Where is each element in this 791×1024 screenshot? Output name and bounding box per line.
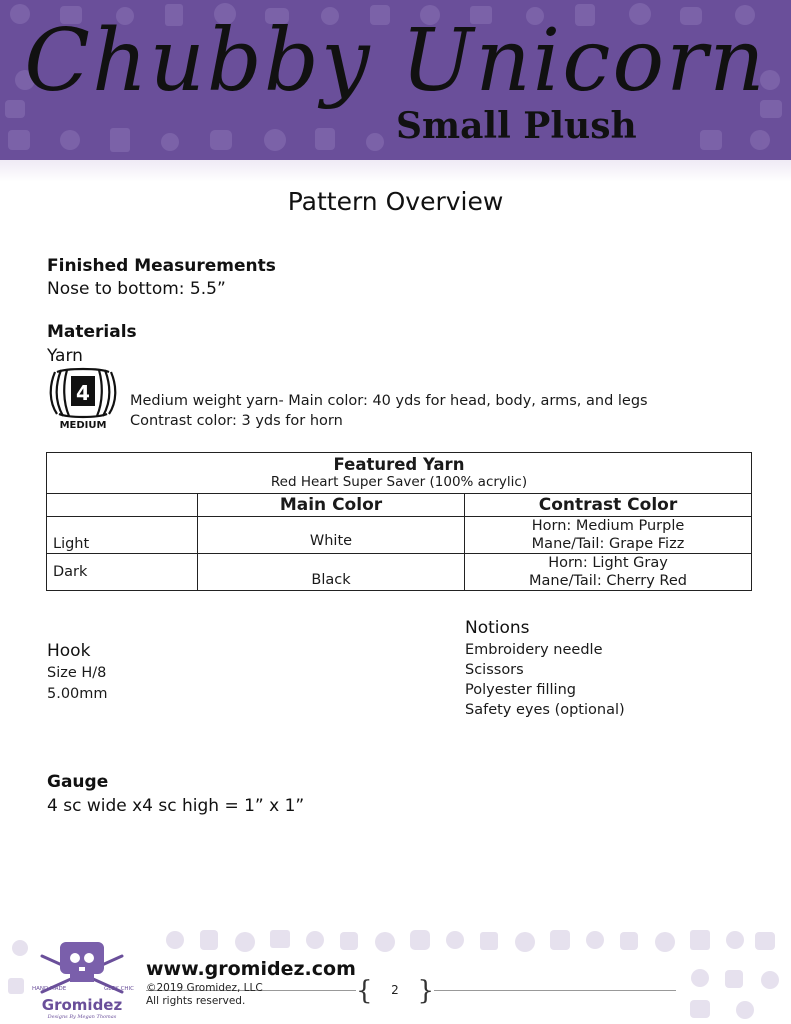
page-number: 2	[391, 983, 399, 997]
row-contrast-color	[465, 554, 752, 591]
materials-heading: Materials	[47, 322, 137, 342]
table-row	[47, 517, 752, 554]
svg-text:Gromidez: Gromidez	[41, 996, 123, 1014]
notion-item: Embroidery needle	[465, 642, 603, 658]
notion-item: Scissors	[465, 662, 524, 678]
yarn-weight-icon	[47, 366, 119, 430]
svg-text:Designs By Megan Thomas: Designs By Megan Thomas	[47, 1014, 117, 1020]
brace-right-icon: }	[417, 976, 434, 1006]
banner-title: Chubby Unicorn	[24, 11, 767, 111]
materials-line-1: Medium weight yarn- Main color: 40 yds for head, body, arms, and legs	[130, 393, 648, 409]
row-label: Dark	[47, 554, 198, 591]
page-number-box	[356, 978, 434, 1004]
measurements-text: Nose to bottom: 5.5”	[47, 279, 226, 299]
website-link[interactable]: www.gromidez.com	[146, 958, 356, 980]
column-header-empty	[47, 494, 198, 517]
yarn-label: Yarn	[47, 346, 83, 366]
table-title: Featured Yarn	[333, 455, 465, 474]
column-header-contrast: Contrast Color	[465, 494, 752, 517]
notion-item: Safety eyes (optional)	[465, 702, 625, 718]
banner-fade	[0, 160, 791, 182]
copyright-text: ©2019 Gromidez, LLC	[146, 982, 263, 994]
contrast-horn: Horn: Medium Purple	[531, 518, 685, 534]
row-contrast-color	[465, 517, 752, 554]
svg-text:4: 4	[76, 381, 90, 405]
page-title: Pattern Overview	[287, 187, 504, 216]
svg-text:HAND MADE: HAND MADE	[32, 986, 67, 992]
row-label: Light	[47, 517, 198, 554]
svg-text:GEEK CHIC: GEEK CHIC	[104, 986, 135, 992]
row-main-color: White	[198, 517, 465, 554]
banner-subtitle: Small Plush	[396, 105, 637, 147]
brace-left-icon: {	[356, 976, 373, 1006]
table-header-cell	[47, 453, 752, 494]
contrast-mane: Mane/Tail: Grape Fizz	[531, 536, 685, 552]
rights-text: All rights reserved.	[146, 995, 246, 1007]
hook-mm: 5.00mm	[47, 686, 108, 702]
column-header-main: Main Color	[198, 494, 465, 517]
measurements-heading: Finished Measurements	[47, 256, 276, 276]
contrast-horn: Horn: Light Gray	[548, 555, 668, 571]
hook-size: Size H/8	[47, 665, 107, 681]
notion-item: Polyester filling	[465, 682, 576, 698]
svg-text:MEDIUM: MEDIUM	[59, 420, 107, 430]
table-subtitle: Red Heart Super Saver (100% acrylic)	[270, 474, 528, 490]
row-main-color: Black	[198, 554, 465, 591]
hook-heading: Hook	[47, 641, 91, 661]
header-banner	[0, 0, 791, 160]
gauge-text: 4 sc wide x4 sc high = 1” x 1”	[47, 796, 305, 816]
table-row	[47, 554, 752, 591]
gauge-heading: Gauge	[47, 772, 109, 792]
notions-heading: Notions	[465, 618, 530, 638]
materials-line-2: Contrast color: 3 yds for horn	[130, 413, 343, 429]
gromidez-logo	[30, 934, 135, 1020]
featured-yarn-table	[46, 452, 752, 591]
contrast-mane: Mane/Tail: Cherry Red	[529, 573, 687, 589]
